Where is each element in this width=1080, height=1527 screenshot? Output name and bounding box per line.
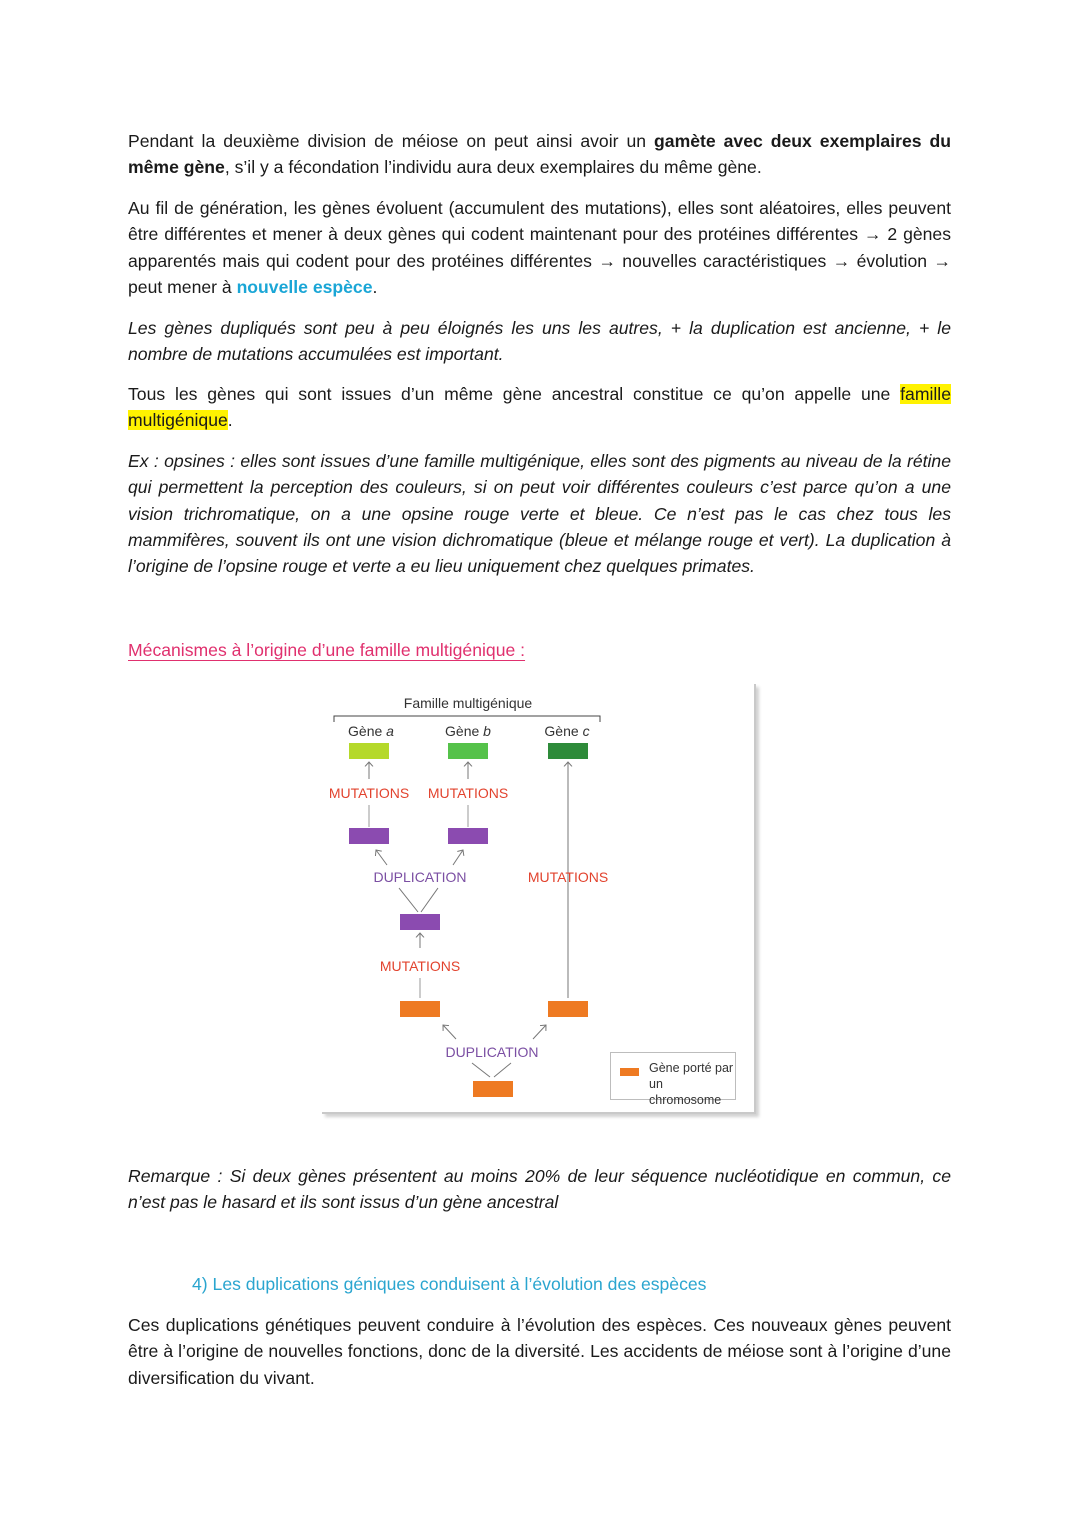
diagram-svg [322,684,754,1112]
legend-swatch-orange [620,1068,639,1076]
gene-c-box [548,743,588,759]
dup1-arrow-left [376,850,387,865]
text: Au fil de génération, les gènes évoluent (accumulent des mutations), elles sont aléatoires, elles peuvent être différentes et mener à deux gènes qui codent maintenant pour des protéines différentes → 2 gènes apparentés mais qui codent pour des protéines différentes → nouvelles caractéristiques → évolution → peut mener à [128,198,951,297]
section-title-4: 4) Les duplications géniques conduisent à l’évolution des espèces [192,1274,707,1294]
dup1-split-lines [399,888,438,912]
paragraph-multigene-family [128,381,951,434]
gene-c-label: Gène c [544,723,590,739]
dup2-arrow-right [533,1025,546,1039]
legend-text: Gène porté par un chromosome [649,1061,734,1107]
highlight-new-species: nouvelle espèce [236,276,373,297]
gene-a-box [349,743,389,759]
family-label: Famille multigénique [403,695,533,711]
purple-box-right [448,828,488,844]
orange-box-left [400,1001,440,1017]
family-bracket [334,716,600,722]
mutations-label-c: MUTATIONS [527,869,609,885]
diagram-legend [610,1052,736,1107]
paragraph-duplicated-genes: Les gènes dupliqués sont peu à peu éloignés les uns les autres, + la duplication est ancienne, + le nombre de mutations accumulées est important. [128,318,951,365]
dup1-arrow-right [453,850,463,865]
paragraph-opsins-example: Ex : opsines : elles sont issues d’une famille multigénique, elles sont des pigments au niveau de la rétine qui permettent la perception des couleurs, si on peut voir différentes couleurs c’est parce qu’on a une vision trichromatique, on a une opsine rouge verte et bleue. Ce n’est pas le cas chez tous les mammifères, souvent ils ont une vision dichromatique (bleue et mélange rouge et vert). La duplication à l’origine de l’opsine rouge et verte a eu lieu uniquement chez quelques primates. [128,451,951,577]
mutations-label-b: MUTATIONS [427,785,509,801]
text: Tous les gènes qui sont issues d’un même gène ancestral constitue ce qu’on appelle une [128,384,901,404]
mutations-label-a: MUTATIONS [328,785,410,801]
text: . [227,410,233,431]
text: , s’il y a fécondation l’individu aura deux exemplaires du même gène. [224,157,762,178]
orange-box-ancestral [473,1081,513,1097]
gene-b-box [448,743,488,759]
dup2-arrow-left [443,1025,456,1039]
mutations-label-center: MUTATIONS [379,958,461,974]
paragraph-remark: Remarque : Si deux gènes présentent au moins 20% de leur séquence nucléotidique en commun, ce n’est pas le hasard et ils sont issus d’un gène ancestral [128,1166,951,1213]
orange-box-right [548,1001,588,1017]
purple-box-left [349,828,389,844]
gene-a-label: Gène a [348,723,394,739]
duplication-label-2: DUPLICATION [445,1044,539,1060]
text: . [372,276,378,297]
purple-box-center [400,914,440,930]
gene-b-label: Gène b [445,723,491,739]
highlighted-term: famille multigénique [128,384,951,431]
subtitle-mechanisms: Mécanismes à l’origine d’une famille multigénique : [128,640,526,660]
duplication-label-1: DUPLICATION [373,869,467,885]
dup2-split-lines [472,1063,511,1077]
multigene-family-diagram [322,684,756,1114]
paragraph-meiosis [128,128,951,181]
paragraph-conclusion: Ces duplications génétiques peuvent conduire à l’évolution des espèces. Ces nouveaux gènes peuvent être à l’origine de nouvelles fonctions, donc de la diversité. Les accidents de méiose sont à l’origine d’une diversification du vivant. [128,1315,951,1388]
paragraph-evolution [128,195,951,300]
text: Pendant la deuxième division de méiose on peut ainsi avoir un [128,131,655,151]
bold-text: gamète avec deux exemplaires du même gène [128,131,951,178]
